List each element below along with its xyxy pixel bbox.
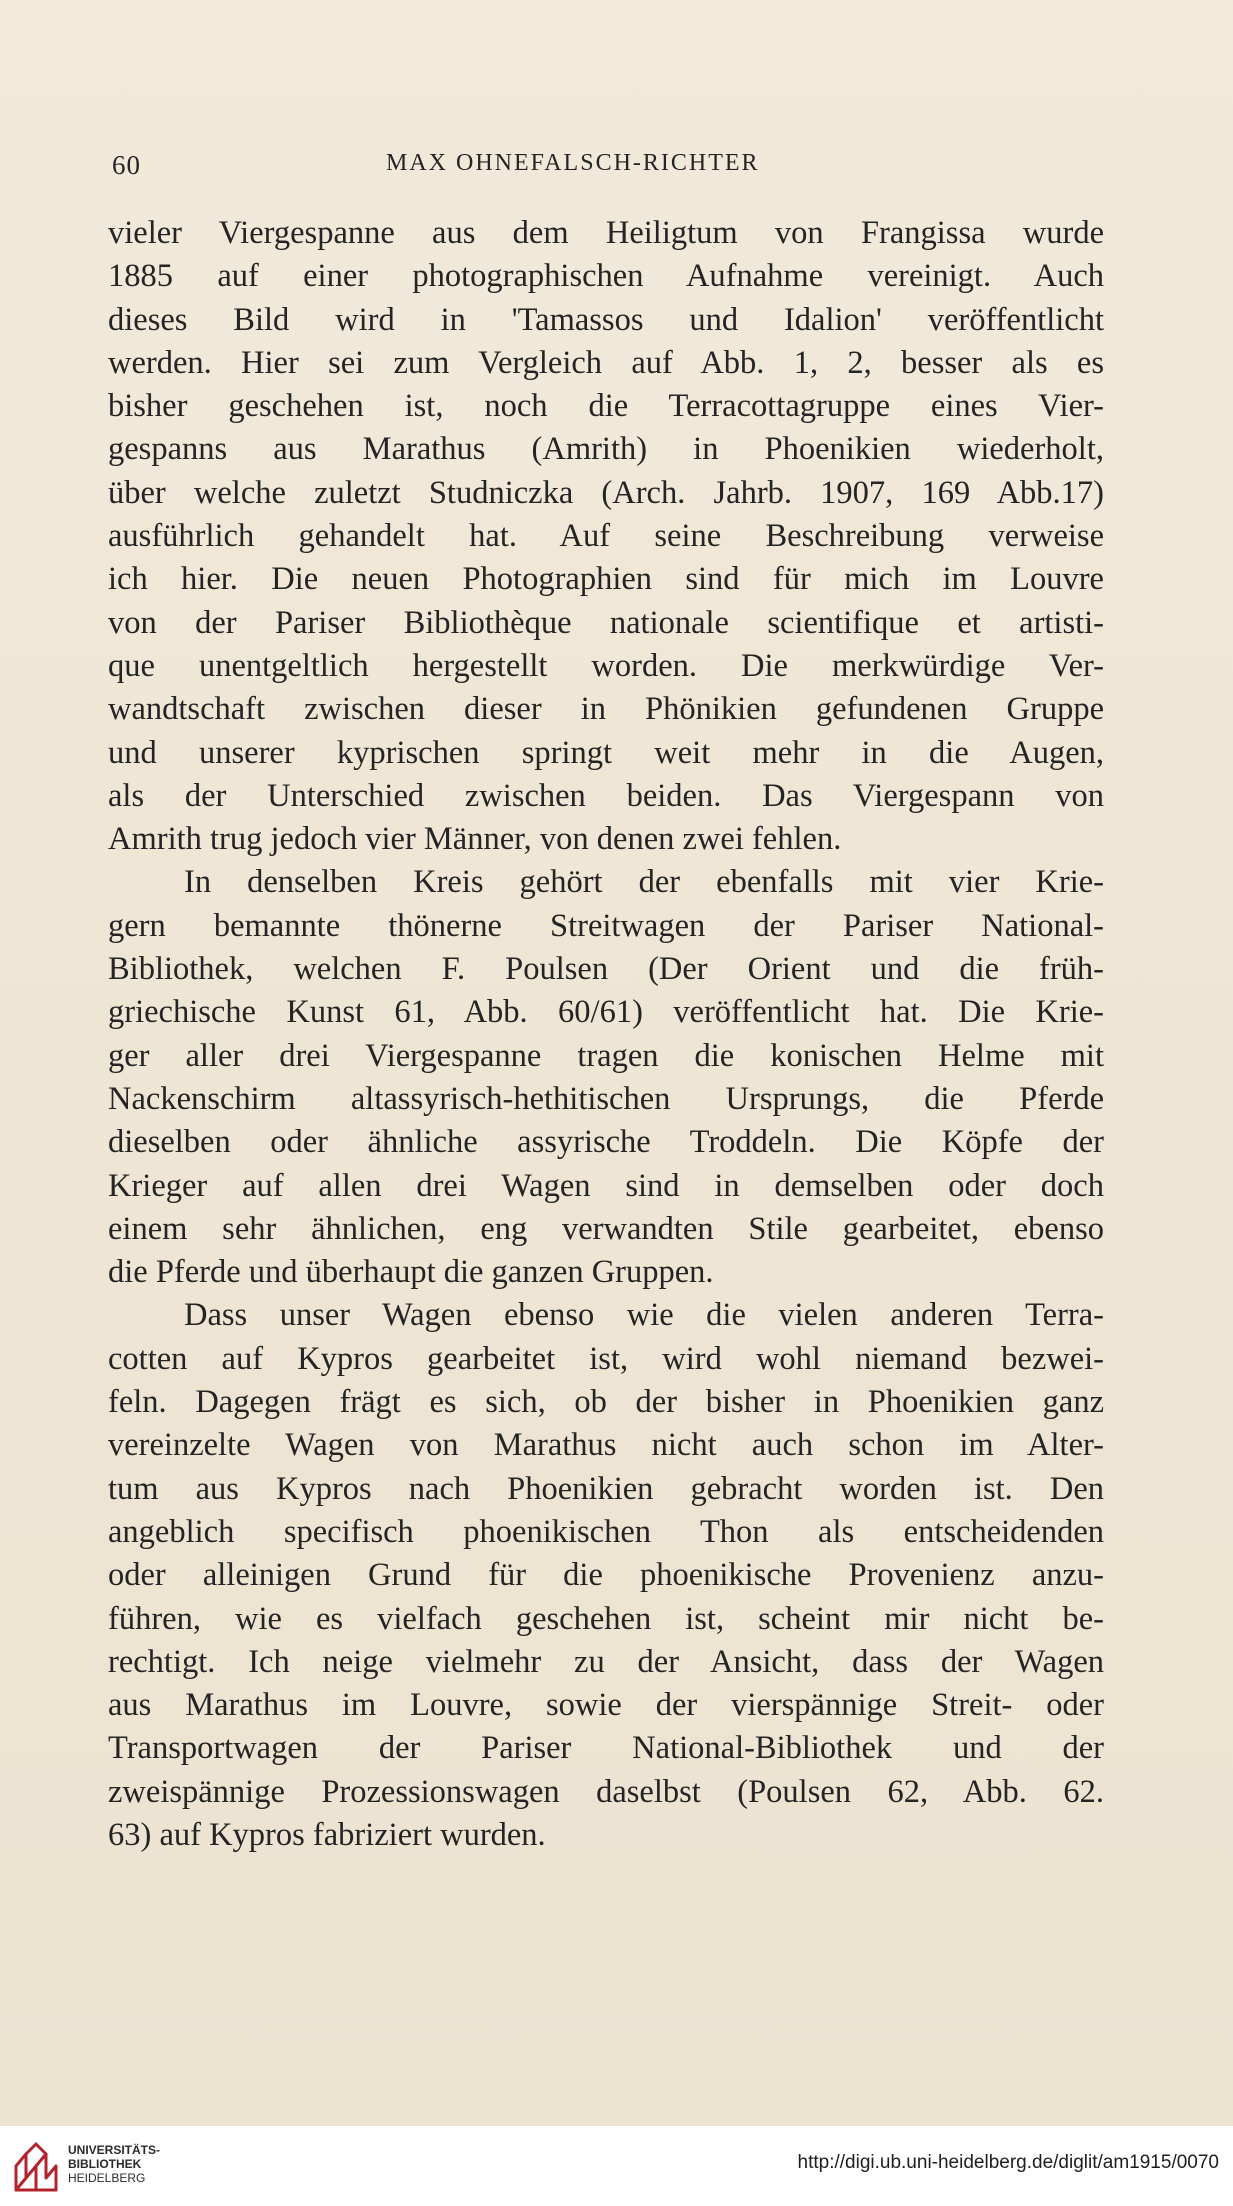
text-line: bisher geschehen ist, noch die Terracottagruppe eines Vier- [108, 388, 1104, 425]
library-name-line: BIBLIOTHEK [68, 2157, 142, 2171]
library-name-line: HEIDELBERG [68, 2171, 146, 2185]
body-text [108, 212, 1104, 1857]
text-line: aus Marathus im Louvre, sowie der vierspännige Streit- oder [108, 1687, 1104, 1724]
text-line: ausführlich gehandelt hat. Auf seine Beschreibung verweise [108, 518, 1104, 555]
text-line: ger aller drei Viergespanne tragen die konischen Helme mit [108, 1037, 1104, 1074]
text-line: gern bemannte thönerne Streitwagen der Pariser National- [108, 907, 1104, 944]
text-line: angeblich specifisch phoenikischen Thon als entscheidenden [108, 1513, 1104, 1550]
library-name [68, 2143, 160, 2185]
text-line: Transportwagen der Pariser National-Bibliothek und der [108, 1730, 1104, 1767]
text-line: gespanns aus Marathus (Amrith) in Phoenikien wiederholt, [108, 431, 1104, 468]
text-line: vereinzelte Wagen von Marathus nicht auch schon im Alter- [108, 1427, 1104, 1464]
library-name-line: UNIVERSITÄTS- [68, 2143, 161, 2157]
text-line: die Pferde und überhaupt die ganzen Gruppen. [108, 1254, 714, 1291]
text-line: ich hier. Die neuen Photographien sind für mich im Louvre [108, 561, 1104, 598]
text-line: von der Pariser Bibliothèque nationale scientifique et artisti- [108, 604, 1104, 641]
text-line: 63) auf Kypros fabriziert wurden. [108, 1816, 546, 1853]
text-line: dieses Bild wird in 'Tamassos und Idalion' veröffentlicht [108, 301, 1104, 338]
text-line: und unserer kyprischen springt weit mehr in die Augen, [108, 734, 1104, 771]
source-url-link[interactable]: http://digi.ub.uni-heidelberg.de/diglit/am1915/0070 [797, 2152, 1219, 2173]
running-head [112, 150, 1102, 186]
text-line: Nackenschirm altassyrisch-hethitischen Ursprungs, die Pferde [108, 1080, 1104, 1117]
text-line: Dass unser Wagen ebenso wie die vielen anderen Terra- [184, 1297, 1104, 1334]
text-line: rechtigt. Ich neige vielmehr zu der Ansicht, dass der Wagen [108, 1643, 1104, 1680]
text-line: griechische Kunst 61, Abb. 60/61) veröffentlicht hat. Die Krie- [108, 994, 1104, 1031]
paragraph-1 [108, 212, 1104, 861]
text-line: vieler Viergespanne aus dem Heiligtum von Frangissa wurde [108, 215, 1104, 251]
text-line: über welche zuletzt Studniczka (Arch. Jahrb. 1907, 169 Abb.17) [108, 474, 1104, 511]
text-line: In denselben Kreis gehört der ebenfalls mit vier Krie- [184, 864, 1104, 901]
text-line: 1885 auf einer photographischen Aufnahme vereinigt. Auch [108, 258, 1104, 295]
text-line: wandtschaft zwischen dieser in Phönikien gefundenen Gruppe [108, 691, 1104, 728]
text-line: werden. Hier sei zum Vergleich auf Abb. 1, 2, besser als es [108, 344, 1104, 381]
text-line: que unentgeltlich hergestellt worden. Die merkwürdige Ver- [108, 647, 1104, 684]
text-line: dieselben oder ähnliche assyrische Troddeln. Die Köpfe der [108, 1124, 1104, 1161]
text-line: führen, wie es vielfach geschehen ist, scheint mir nicht be- [108, 1600, 1104, 1637]
text-line: Bibliothek, welchen F. Poulsen (Der Orient und die früh- [108, 951, 1104, 988]
text-line: zweispännige Prozessionswagen daselbst (Poulsen 62, Abb. 62. [108, 1773, 1104, 1810]
text-line: tum aus Kypros nach Phoenikien gebracht worden ist. Den [108, 1470, 1104, 1507]
paragraph-2 [108, 861, 1104, 1294]
page-number: 60 [112, 150, 141, 180]
text-line: einem sehr ähnlichen, eng verwandten Stile gearbeitet, ebenso [108, 1210, 1104, 1247]
text-line: Krieger auf allen drei Wagen sind in demselben oder doch [108, 1167, 1104, 1204]
text-line: oder alleinigen Grund für die phoenikische Provenienz anzu- [108, 1557, 1104, 1594]
text-line: Amrith trug jedoch vier Männer, von denen zwei fehlen. [108, 821, 842, 858]
text-line: als der Unterschied zwischen beiden. Das Viergespann von [108, 777, 1104, 814]
text-line: feln. Dagegen frägt es sich, ob der bisher in Phoenikien ganz [108, 1384, 1104, 1421]
library-logo-icon [12, 2140, 62, 2194]
paragraph-3 [108, 1294, 1104, 1857]
running-title: MAX OHNEFALSCH-RICHTER [386, 150, 760, 176]
digitization-footer [0, 2126, 1233, 2206]
text-line: cotten auf Kypros gearbeitet ist, wird wohl niemand bezwei- [108, 1340, 1104, 1377]
